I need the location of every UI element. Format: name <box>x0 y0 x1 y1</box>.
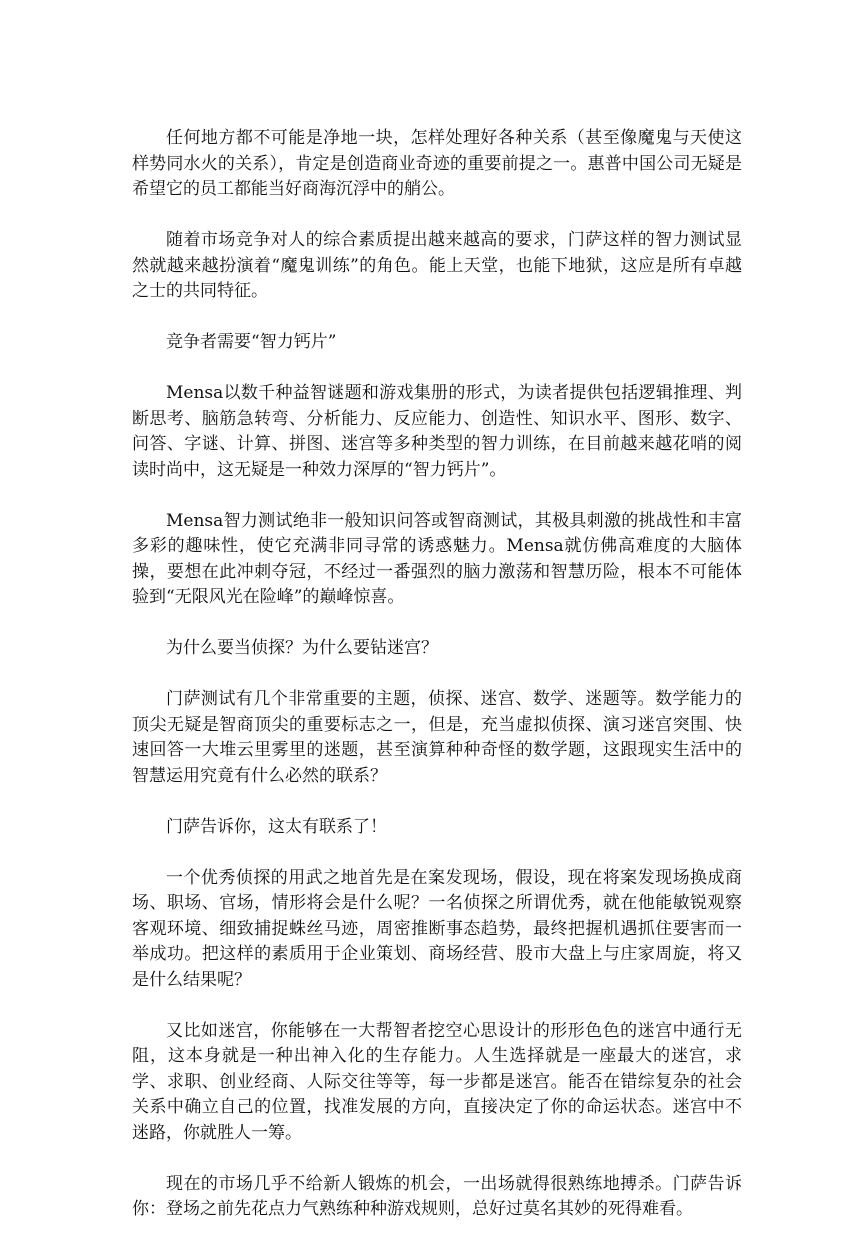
paragraph-2: 随着市场竞争对人的综合素质提出越来越高的要求，门萨这样的智力测试显然就越来越扮演着“魔鬼训练”的角色。能上天堂，也能下地狱，这应是所有卓越之士的共同特征。 <box>132 230 742 301</box>
paragraph-8: 现在的市场几乎不给新人锻炼的机会，一出场就得很熟练地搏杀。门萨告诉你：登场之前先花点力气熟练种种游戏规则，总好过莫名其妙的死得难看。 <box>132 1173 742 1219</box>
paragraph-4: Mensa智力测试绝非一般知识问答或智商测试，其极具刺激的挑战性和丰富多彩的趣味性，使它充满非同寻常的诱惑魅力。Mensa就仿佛高难度的大脑体操，要想在此冲刺夺冠，不经过一番强烈的脑力激荡和智慧历险，根本不可能体验到“无限风光在险峰”的巅峰惊喜。 <box>132 510 742 607</box>
paragraph-1: 任何地方都不可能是净地一块，怎样处理好各种关系（甚至像魔鬼与天使这样势同水火的关系），肯定是创造商业奇迹的重要前提之一。惠普中国公司无疑是希望它的员工都能当好商海沉浮中的艄公。 <box>132 128 742 199</box>
paragraph-3: Mensa以数千种益智谜题和游戏集册的形式，为读者提供包括逻辑推理、判断思考、脑筋急转弯、分析能力、反应能力、创造性、知识水平、图形、数字、问答、字谜、计算、拼图、迷宫等多种类型的智力训练，在目前越来越花哨的阅读时尚中，这无疑是一种效力深厚的“智力钙片”。 <box>132 383 742 480</box>
paragraph-6: 一个优秀侦探的用武之地首先是在案发现场，假设，现在将案发现场换成商场、职场、官场，情形将会是什么呢？一名侦探之所谓优秀，就在他能敏锐观察客观环境、细致捕捉蛛丝马迹，周密推断事态趋势，最终把握机遇抓住要害而一举成功。把这样的素质用于企业策划、商场经营、股市大盘上与庄家周旋，将又是什么结果呢？ <box>132 867 742 990</box>
section-heading-2: 为什么要当侦探？为什么要钻迷宫？ <box>166 638 438 658</box>
paragraph-5: 门萨测试有几个非常重要的主题，侦探、迷宫、数学、迷题等。数学能力的顶尖无疑是智商顶尖的重要标志之一，但是，充当虚拟侦探、演习迷宫突围、快速回答一大堆云里雾里的迷题，甚至演算种种奇怪的数学题，这跟现实生活中的智慧运用究竟有什么必然的联系？ <box>132 689 742 786</box>
section-heading-3: 门萨告诉你，这太有联系了！ <box>166 816 387 837</box>
document-body <box>132 126 742 1248</box>
paragraph-7: 又比如迷宫，你能够在一大帮智者挖空心思设计的形形色色的迷宫中通行无阻，这本身就是一种出神入化的生存能力。人生选择就是一座最大的迷宫，求学、求职、创业经商、人际交往等等，每一步都是迷宫。能否在错综复杂的社会关系中确立自己的位置，找准发展的方向，直接决定了你的命运状态。迷宫中不迷路，你就胜人一筹。 <box>132 1020 742 1143</box>
section-heading-1: 竞争者需要“智力钙片” <box>166 332 337 352</box>
